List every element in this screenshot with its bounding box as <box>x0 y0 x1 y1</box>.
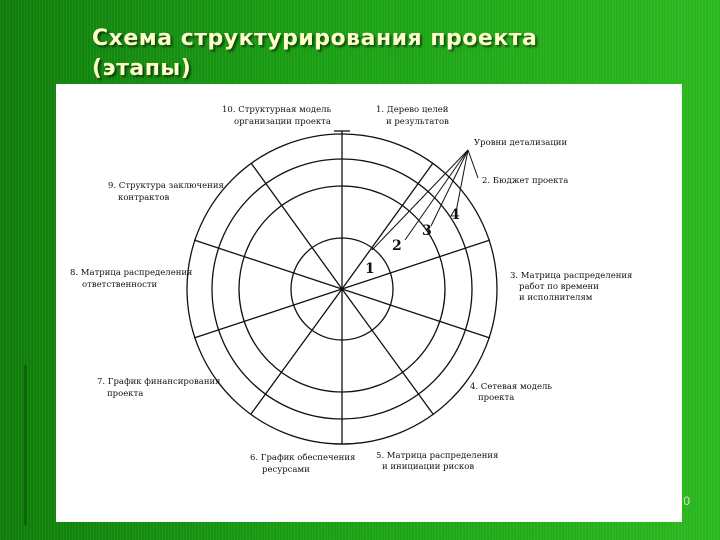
slide-title <box>92 24 652 84</box>
slide-title-line-1: Схема структурирования проекта <box>92 26 538 51</box>
label-9-line1: 9. Структура заключения <box>108 181 224 191</box>
page-number: 0 <box>683 494 690 508</box>
label-10-line2: организации проекта <box>234 117 331 127</box>
label-4-line1: 4. Сетевая модель <box>470 382 553 392</box>
diagram-panel <box>56 84 682 522</box>
label-10-line1: 10. Структурная модель <box>222 105 332 115</box>
label-6-line2: ресурсами <box>262 465 310 475</box>
label-9-line2: контрактов <box>118 193 170 203</box>
level-number-2: 2 <box>392 238 402 254</box>
levels-label: Уровни детализации <box>474 138 568 148</box>
level-number-3: 3 <box>422 223 432 239</box>
label-5-line1: 5. Матрица распределения <box>376 451 499 461</box>
project-structure-diagram <box>56 84 682 522</box>
slide-title-line-2: (этапы) <box>92 56 192 81</box>
level-number-4: 4 <box>450 207 460 223</box>
label-8-line2: ответственности <box>82 280 158 290</box>
label-5-line2: и инициации рисков <box>382 462 475 472</box>
decorative-side-line <box>24 365 27 525</box>
level-number-1: 1 <box>365 261 375 277</box>
label-4-line2: проекта <box>478 393 515 403</box>
label-7-line2: проекта <box>107 389 144 399</box>
label-3-line3: и исполнителям <box>519 293 593 303</box>
label-8-line1: 8. Матрица распределения <box>70 268 193 278</box>
label-7-line1: 7. График финансирования <box>97 377 221 387</box>
label-3-line2: работ по времени <box>519 282 599 292</box>
label-1-line1: 1. Дерево целей <box>376 105 449 115</box>
label-2: 2. Бюджет проекта <box>482 176 569 186</box>
label-1-line2: и результатов <box>386 117 449 127</box>
label-6-line1: 6. График обеспечения <box>250 453 356 463</box>
label-3-line1: 3. Матрица распределения <box>510 271 633 281</box>
